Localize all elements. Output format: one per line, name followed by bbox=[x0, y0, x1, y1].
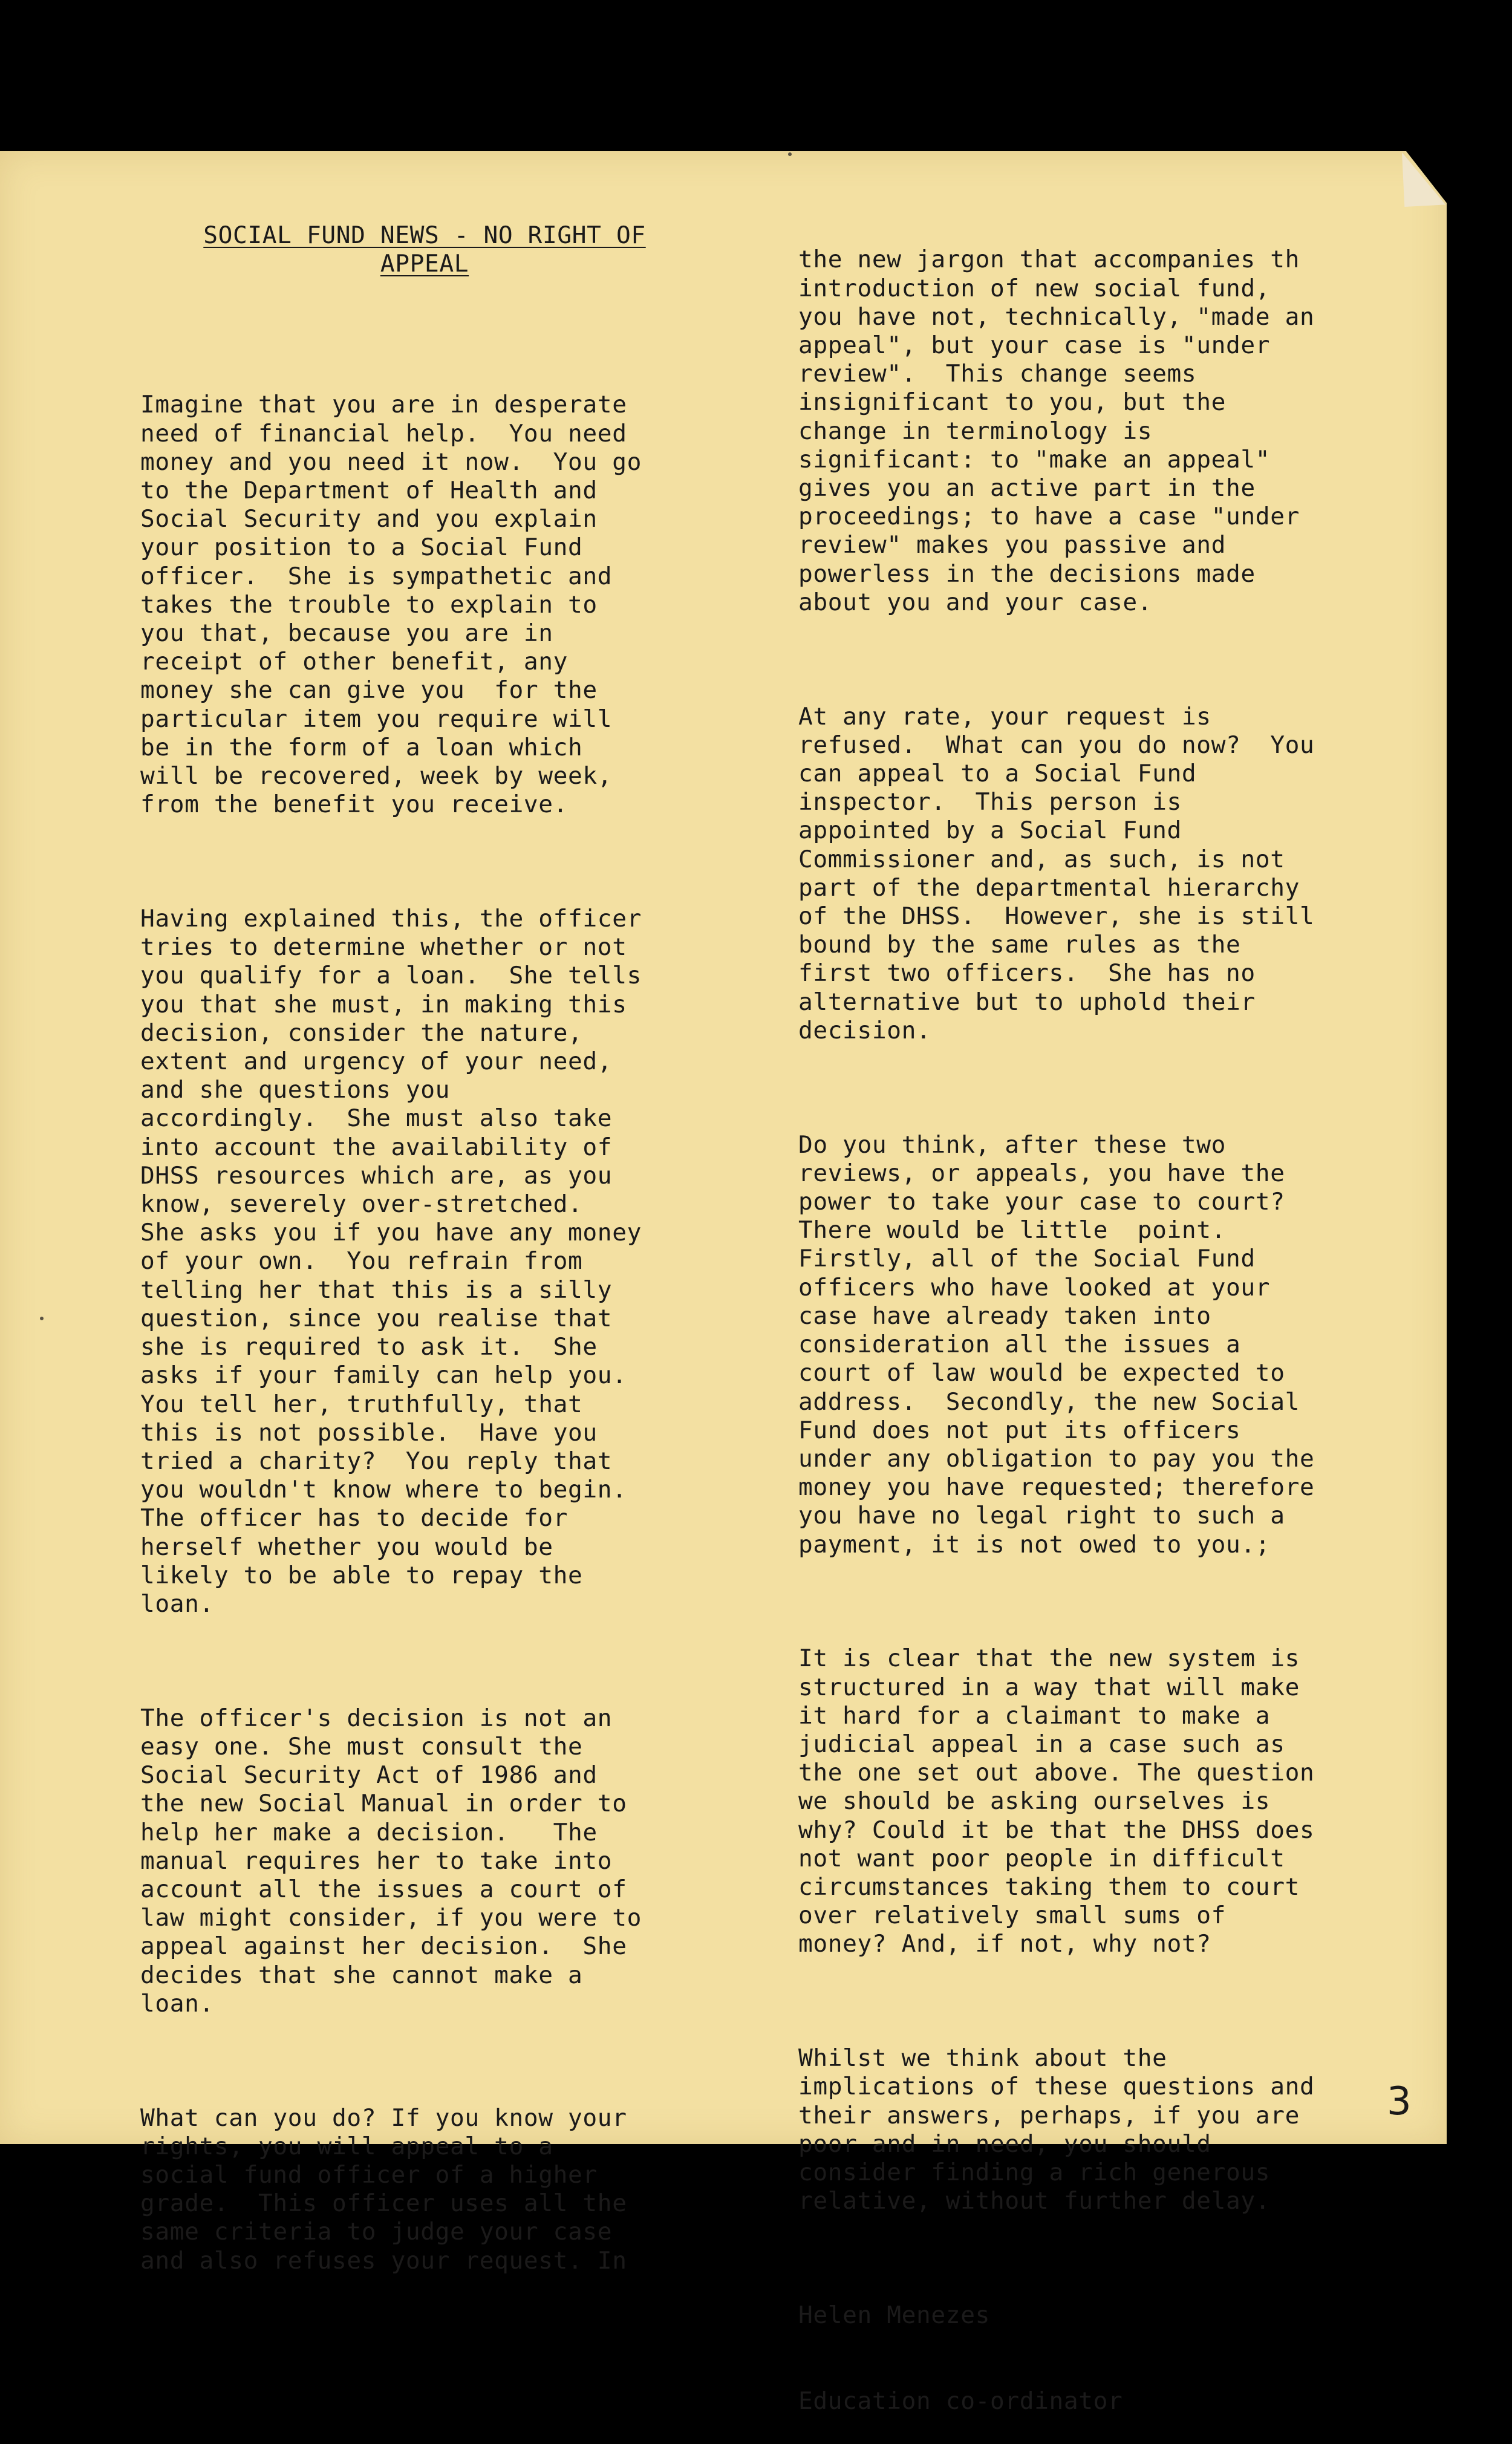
paragraph: Whilst we think about the implications of these questions and their answers, perhaps, if you are poor and in need, you should consider finding a rich generous relative, without further delay. bbox=[798, 2044, 1315, 2215]
paragraph: The officer's decision is not an easy one. She must consult the Social Security Act of 1986 and the new Social Manual in order to help her make a decision. The manual requires her to take into account all the issues a court of law might consider, if you were to appeal against her decision. She decides that she cannot make a loan. bbox=[140, 1704, 642, 2018]
paragraph: the new jargon that accompanies th introduction of new social fund, you have not, technically, "made an appeal", but your case is "under review". This change seems insignificant to you, but the change in terminology is significant: to "make an appeal" gives you an active part in the proceedings; to have a case "under review" makes you passive and powerless in the decisions made about you and your case. bbox=[798, 246, 1315, 616]
article-title-line-2: APPEAL bbox=[380, 250, 469, 278]
right-column bbox=[798, 189, 1314, 2444]
author-role: Education co-ordinator bbox=[798, 2387, 1123, 2415]
folded-corner bbox=[1402, 152, 1445, 207]
author-name: Helen Menezes bbox=[798, 2301, 990, 2329]
article-title bbox=[171, 221, 679, 278]
page-speck bbox=[40, 1317, 44, 1320]
paragraph: At any rate, your request is refused. What can you do now? You can appeal to a Social Fund inspector. This person is appointed by a Social Fund Commissioner and, as such, is not part of the departmental hierarchy of the DHSS. However, she is still bound by the same rules as the first two officers. She has no alternative but to uphold their decision. bbox=[798, 702, 1315, 1044]
article-title-line-1: SOCIAL FUND NEWS - NO RIGHT OF bbox=[203, 221, 646, 249]
left-column bbox=[140, 334, 642, 2332]
paragraph: Having explained this, the officer tries to determine whether or not you qualify for a loan. She tells you that she must, in making this decision, consider the nature, extent and urgency of your need, and she questions you accordingly. She must also take into account the availability of DHSS resources which are, as you know, severely over-stretched. She asks you if you have any money of your own. You refrain from telling her that this is a silly question, since you realise that she is required to ask it. She asks if your family can help you. You tell her, truthfully, that this is not possible. Have you tried a charity? You reply that you wouldn't know where to begin. The officer has to decide for herself whether you would be likely to be able to repay the loan. bbox=[140, 905, 642, 1618]
paragraph: Do you think, after these two reviews, or appeals, you have the power to take your case to court? There would be little point. Firstly, all of the Social Fund officers who have looked at your case have already taken into consideration all the issues a court of law would be expected to address. Secondly, the new Social Fund does not put its officers under any obligation to pay you the money you have requested; therefore you have no legal right to such a payment, it is not owed to you.; bbox=[798, 1130, 1315, 1559]
paragraph: What can you do? If you know your rights, you will appeal to a social fund officer of a higher grade. This officer uses all the same criteria to judge your case and also refuses your request. In bbox=[140, 2103, 627, 2275]
page-number: 3 bbox=[1387, 2079, 1412, 2124]
paragraph: It is clear that the new system is structured in a way that will make it hard for a claimant to make a judicial appeal in a case such as the one set out above. The question we should be asking ourselves is why? Could it be that the DHSS does not want poor people in difficult circumstances taking them to court over relatively small sums of money? And, if not, why not? bbox=[798, 1644, 1315, 1958]
page-speck bbox=[788, 152, 792, 156]
paragraph: Imagine that you are in desperate need of financial help. You need money and you need it now. You go to the Department of Health and Social Security and you explain your position to a Social Fund officer. She is sympathetic and takes the trouble to explain to you that, because you are in receipt of other benefit, any money she can give you for the particular item you require will be in the form of a loan which will be recovered, week by week, from the benefit you receive. bbox=[140, 391, 642, 819]
